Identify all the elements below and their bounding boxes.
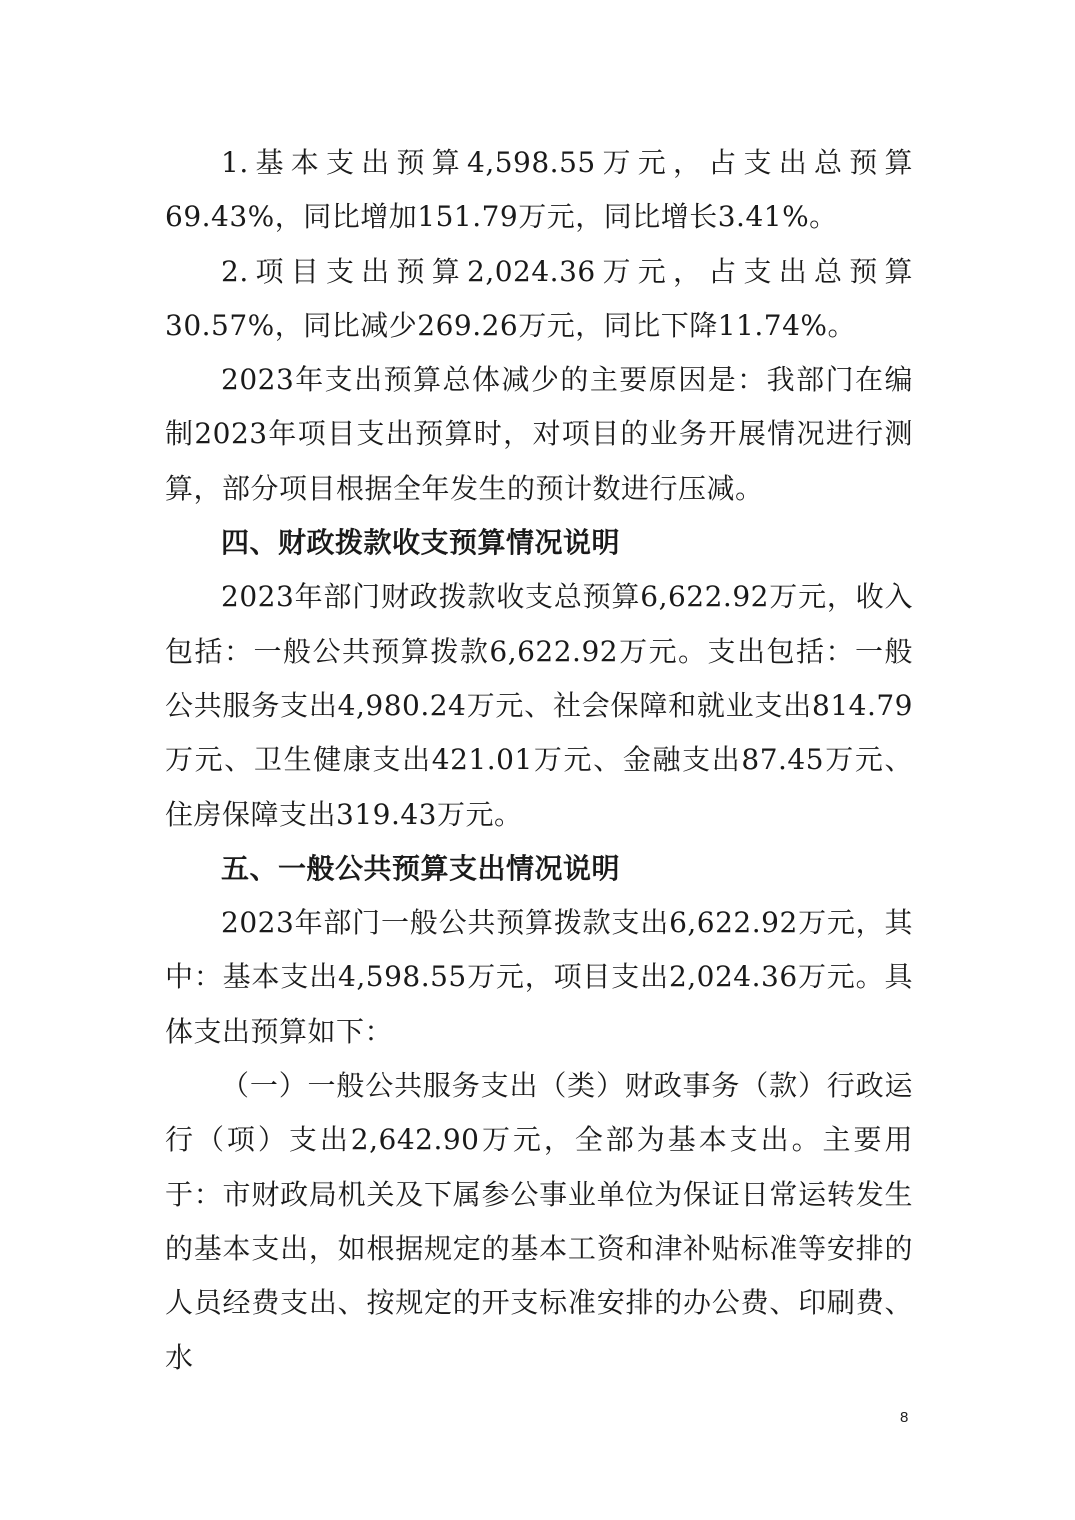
section-heading-general-public-budget: 五、一般公共预算支出情况说明 [221, 851, 621, 885]
paragraph-project-expenditure: 2.项目支出预算2,024.36万元，占支出总预算30.57%，同比减少269.26万元，同比下降11.74%。 [165, 254, 913, 342]
section-heading-fiscal-allocation: 四、财政拨款收支预算情况说明 [221, 526, 621, 560]
paragraph-general-public-service: （一）一般公共服务支出（类）财政事务（款）行政运行（项）支出2,642.90万元，全部为基本支出。主要用于：市财政局机关及下属参公事业单位为保证日常运转发生的基本支出，如根据规定的基本工资和津补贴标准等安排的人员经费支出、按规定的开支标准安排的办公费、印刷费、水 [165, 1069, 913, 1374]
paragraph-general-public-budget: 2023年部门一般公共预算拨款支出6,622.92万元，其中：基本支出4,598.55万元，项目支出2,024.36万元。具体支出预算如下： [165, 906, 913, 1048]
paragraph-basic-expenditure: 1.基本支出预算4,598.55万元，占支出总预算69.43%，同比增加151.79万元，同比增长3.41%。 [165, 146, 913, 234]
page-number: 8 [900, 1409, 909, 1426]
paragraph-decrease-reason: 2023年支出预算总体减少的主要原因是：我部门在编制2023年项目支出预算时，对项目的业务开展情况进行测算，部分项目根据全年发生的预计数进行压减。 [165, 363, 913, 505]
paragraph-fiscal-allocation: 2023年部门财政拨款收支总预算6,622.92万元，收入包括：一般公共预算拨款6,622.92万元。支出包括：一般公共服务支出4,980.24万元、社会保障和就业支出814.79万元、卫生健康支出421.01万元、金融支出87.45万元、住房保障支出319.43万元。 [165, 580, 913, 831]
document-body [165, 136, 913, 1385]
